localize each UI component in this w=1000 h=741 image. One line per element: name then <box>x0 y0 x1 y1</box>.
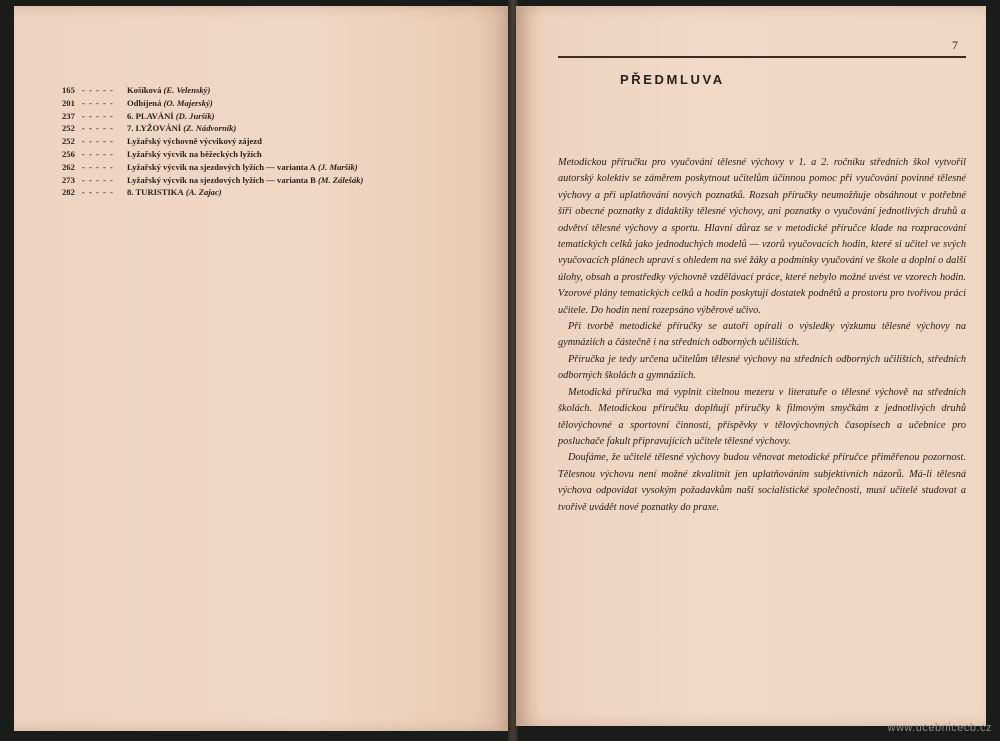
toc-row <box>62 161 363 174</box>
toc-leader: - - - - - <box>82 148 114 159</box>
toc-row <box>62 110 363 123</box>
preface-body <box>558 155 966 516</box>
toc-row <box>62 97 363 110</box>
toc-page-number: 252 <box>62 123 75 134</box>
toc-author: (A. Zajac) <box>185 187 222 198</box>
toc-row <box>62 122 363 135</box>
paragraph: Při tvorbě metodické příručky se autoři opírali o výsledky výzkumu tělesné výchovy na gymnáziích a částečně i na středních odborných učilištích. <box>558 321 966 349</box>
toc-page-number: 252 <box>62 136 75 147</box>
toc-leader: - - - - - <box>82 136 114 147</box>
page-number: 7 <box>952 38 958 52</box>
toc-author: (D. Juršík) <box>175 110 215 121</box>
toc-author: (J. Maršík) <box>317 161 358 172</box>
toc-leader: - - - - - <box>82 123 114 134</box>
toc-leader: - - - - - <box>82 161 114 172</box>
toc-title: Lyžařský výcvik na sjezdových lyžích — varianta B <box>127 174 316 185</box>
page-heading: PŘEDMLUVA <box>620 72 725 87</box>
watermark: www.ucebnicecb.cz <box>887 722 992 734</box>
toc-row <box>62 135 363 148</box>
toc-row <box>62 174 363 187</box>
toc-leader: - - - - - <box>82 187 114 198</box>
toc-leader: - - - - - <box>82 110 114 121</box>
toc-title: 8. TURISTIKA <box>127 187 184 198</box>
header-rule <box>558 56 966 58</box>
toc-leader: - - - - - <box>82 174 114 185</box>
toc-title: Lyžařský výchovně výcvikový zájezd <box>127 136 262 147</box>
toc-row <box>62 186 363 199</box>
toc-leader: - - - - - <box>82 85 114 95</box>
toc-row <box>62 84 363 97</box>
toc-title: Košíková <box>127 85 162 95</box>
paragraph: Příručka je tedy určena učitelům tělesné výchovy na středních odborných učilištích, středních odborných školách a gymnáziích. <box>558 353 966 382</box>
toc-page-number: 262 <box>62 161 75 172</box>
toc-page-number: 237 <box>62 110 75 121</box>
toc-leader: - - - - - <box>82 97 114 108</box>
right-page <box>516 6 986 726</box>
toc-author: (M. Zálešák) <box>317 174 364 185</box>
table-of-contents <box>62 84 363 199</box>
paragraph: Doufáme, že učitelé tělesné výchovy budou věnovat metodické příručce přiměřenou pozornost. Tělesnou výchovu není možné zkvalitnit jen uplatňováním subjektivních názorů. Má-li tělesná výchova odpovídat vysokým požadavkům naší socialistické společnosti, musí učitelé studovat a tvořivě uvádět nové poznatky do praxe. <box>558 452 966 513</box>
paragraph: Metodická příručka má vyplnit citelnou mezeru v literatuře o tělesné výchově na středních školách. Metodickou příručku doplňují příručky k filmovým smyčkám z jednotlivých druhů tělovýchovné a sportovní činnosti, příspěvky v tělovýchovných časopisech a učebnice pro posluchače fakult připravujících učitele tělesné výchovy. <box>558 386 966 447</box>
toc-author: (Z. Nádvorník) <box>183 123 237 134</box>
toc-title: 6. PLAVÁNÍ <box>127 110 174 121</box>
toc-author: (E. Velenský) <box>163 85 211 95</box>
left-page <box>14 6 512 731</box>
toc-author: (O. Majerský) <box>163 97 213 108</box>
toc-page-number: 256 <box>62 148 75 159</box>
toc-row <box>62 148 363 161</box>
toc-title: Lyžařský výcvik na sjezdových lyžích — varianta A <box>127 161 316 172</box>
toc-title: Odbíjená <box>127 97 162 108</box>
toc-page-number: 282 <box>62 187 75 198</box>
toc-page-number: 201 <box>62 97 75 108</box>
toc-page-number: 273 <box>62 174 75 185</box>
toc-title: 7. LYŽOVÁNÍ <box>127 123 182 134</box>
toc-page-number: 165 <box>62 85 75 95</box>
toc-title: Lyžařský výcvik na běžeckých lyžích <box>127 148 262 159</box>
paragraph: Metodickou příručku pro vyučování tělesné výchovy v 1. a 2. ročníku středních škol vytvořil autorský kolektiv se záměrem poskytnout učitelům účinnou pomoc při vyučování povinné tělesné výchovy a při uplatňování nových poznatků. Rozsah příručky neumožňuje obsáhnout v potřebné šíři obecné poznatky z didaktiky tělesné výchovy, ani poznatky o vyučování jednotlivých druhů a odvětví tělesné výchovy a sportu. Hlavní důraz se v metodické příručce klade na rozpracování tematických celků jako jednoduchých modelů — vzorů vyučovacích hodin, které si učitel ve svých vyučovacích plánech upraví s ohledem na své žáky a podmínky vyučování ve škole a doplní o další úlohy, obsah a prostředky výchovně vzdělávací práce, které nebylo možné uvést ve vzorech hodin. Vzorové plány tematických celků a hodin poskytují dostatek podnětů a prostoru pro tvořivou práci učitele. Do hodin není rozepsáno výběrové učivo. <box>558 157 966 316</box>
